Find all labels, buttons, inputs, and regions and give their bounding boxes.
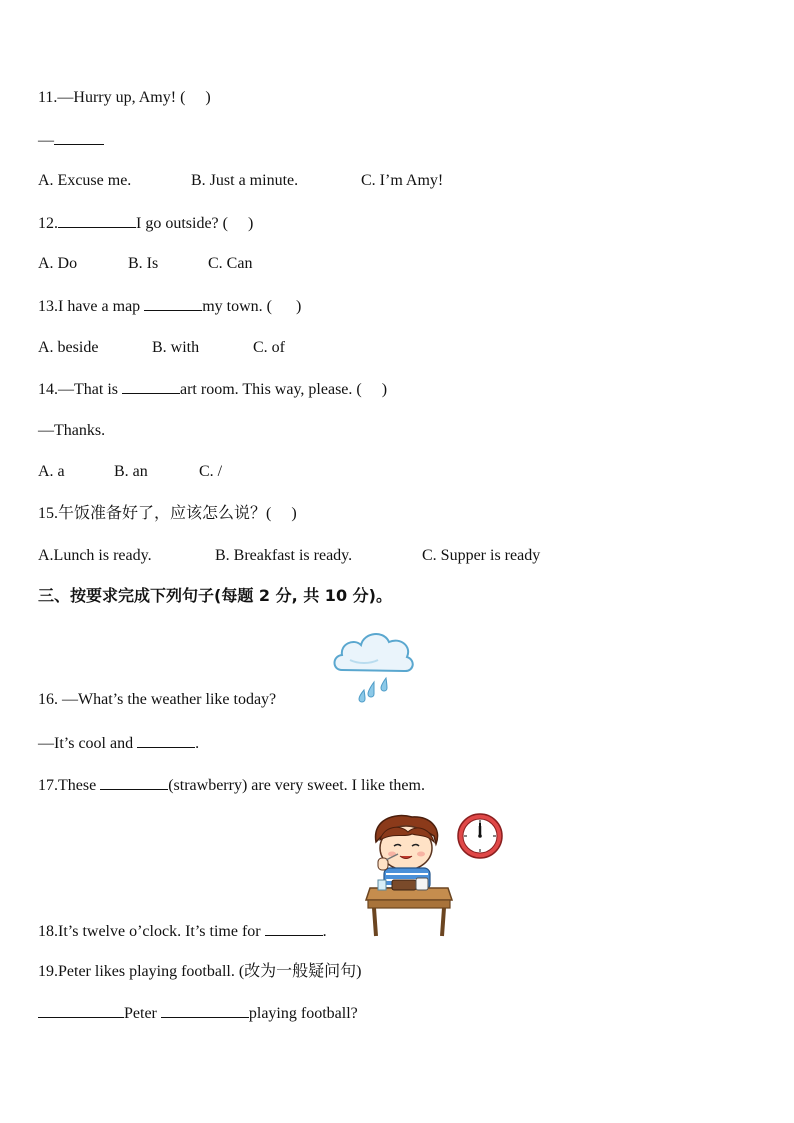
question-text: . [195,735,200,752]
question-text: I go outside? ( ) [136,215,254,232]
rain-cloud-icon [330,624,416,706]
answer-blank[interactable] [137,733,195,748]
answer-blank[interactable] [54,130,104,145]
question-12-options [38,254,252,274]
option-b[interactable]: B. Breakfast is ready. [215,547,353,564]
question-text: 17.These [38,777,101,794]
question-19-stem: 19.Peter likes playing football. (改为一般疑问句) [38,963,362,980]
question-13-stem [38,296,301,317]
question-11-reply [38,130,104,151]
question-15-options [38,546,540,566]
question-11-stem: 11.—Hurry up, Amy! ( ) [38,89,211,106]
boy-eating-lunch-icon [364,814,454,938]
option-c[interactable]: C. Can [208,255,253,272]
option-c[interactable]: C. Supper is ready [422,547,541,564]
question-text: art room. This way, please. ( ) [180,381,388,398]
question-text: —It’s cool and [38,735,138,752]
option-b[interactable]: B. Is [128,255,159,272]
question-16-reply [38,733,199,754]
option-c[interactable]: C. / [199,463,223,480]
answer-blank[interactable] [265,921,323,936]
option-c[interactable]: C. I’m Amy! [361,172,444,189]
reply-dash: — [38,132,54,149]
option-b[interactable]: B. Just a minute. [191,172,299,189]
question-14-options [38,462,222,482]
option-b[interactable]: B. with [152,339,200,356]
question-12-stem [38,213,253,234]
question-text: Peter [124,1005,161,1022]
answer-blank[interactable] [161,1003,249,1018]
question-text: my town. ( ) [202,298,302,315]
clock-icon [456,812,504,860]
option-c[interactable]: C. of [253,339,285,356]
question-text: 14.—That is [38,381,122,398]
question-19-answer-line [38,1003,358,1024]
question-text: (strawberry) are very sweet. I like them. [168,777,425,794]
section-3-heading: 三、按要求完成下列句子(每题 2 分, 共 10 分)。 [38,586,392,605]
answer-blank[interactable] [144,296,202,311]
question-text: . [322,923,327,940]
option-b[interactable]: B. an [114,463,148,480]
question-text: 18.It’s twelve o’clock. It’s time for [38,923,265,940]
option-a[interactable]: A. beside [38,339,99,356]
option-a[interactable]: A. Excuse me. [38,172,132,189]
question-13-options [38,338,285,358]
question-16-stem: 16. —What’s the weather like today? [38,691,277,708]
answer-blank[interactable] [38,1003,124,1018]
question-14-reply: —Thanks. [38,422,106,439]
answer-blank[interactable] [58,213,136,228]
answer-blank[interactable] [100,775,168,790]
question-11-options [38,171,443,191]
option-a[interactable]: A. Do [38,255,78,272]
question-15-stem: 15.午饭准备好了，应该怎么说？( ) [38,505,297,522]
question-17-stem [38,775,425,796]
answer-blank[interactable] [122,379,180,394]
question-18-stem [38,921,327,942]
question-14-stem [38,379,387,400]
option-a[interactable]: A.Lunch is ready. [38,547,152,564]
question-text: playing football? [248,1005,358,1022]
question-text: 13.I have a map [38,298,145,315]
question-number: 12. [38,215,58,232]
option-a[interactable]: A. a [38,463,65,480]
